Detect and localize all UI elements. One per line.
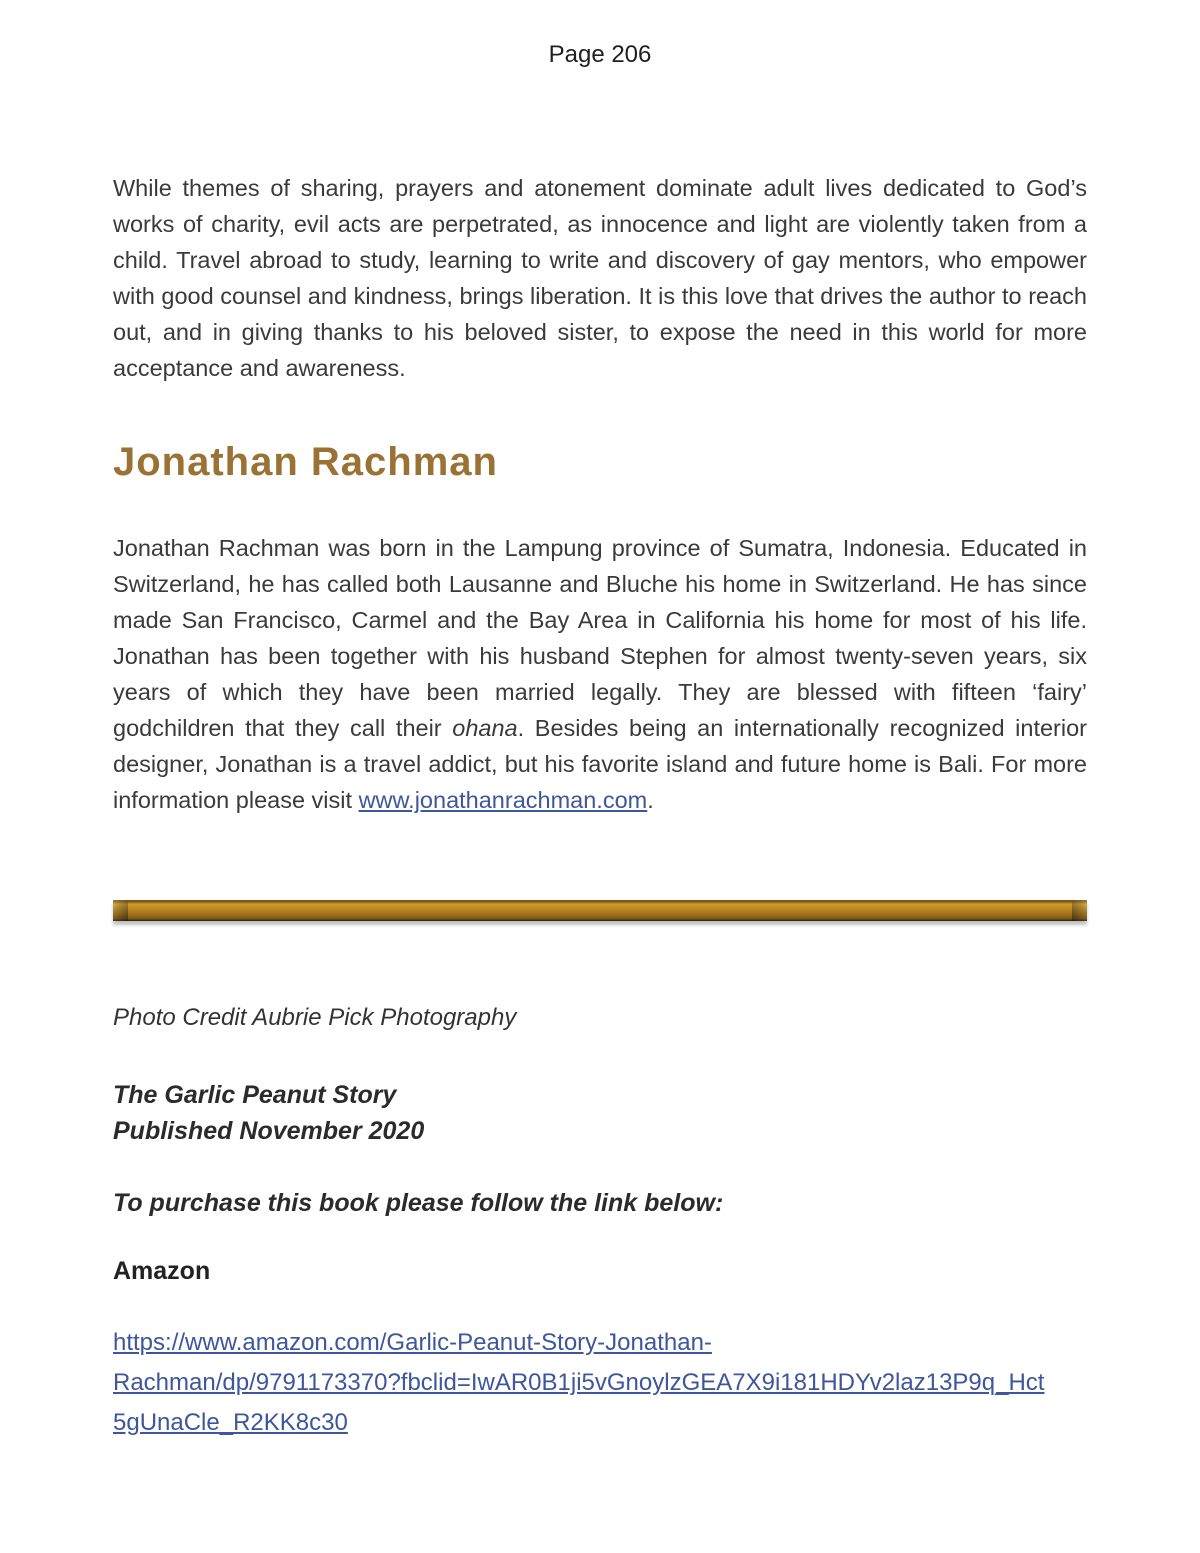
bio-text-1: Jonathan Rachman was born in the Lampung province of Sumatra, Indonesia. Educated in Switzerland, he has called both Lausanne and Bluche his home in Switzerland. He has since made San Francisco, Carmel and the Bay Area in California his home for most of his life. Jonathan has been together with his husband Stephen for almost twenty-seven years, six years of which they have been married legally. They are blessed with fifteen ‘fairy’ godchildren that they call their bbox=[113, 535, 1087, 741]
bio-text-3: . bbox=[647, 787, 654, 813]
book-title-block bbox=[113, 1077, 1087, 1149]
amazon-url-line-1[interactable]: https://www.amazon.com/Garlic-Peanut-Story-Jonathan- bbox=[113, 1329, 712, 1356]
photo-credit: Photo Credit Aubrie Pick Photography bbox=[113, 1004, 517, 1031]
page-content bbox=[113, 0, 1087, 1443]
author-heading: Jonathan Rachman bbox=[113, 440, 498, 484]
amazon-purchase-link[interactable] bbox=[113, 1323, 1087, 1443]
book-published-date: Published November 2020 bbox=[113, 1117, 425, 1145]
bio-ohana-italic: ohana bbox=[452, 715, 518, 741]
author-website-link[interactable]: www.jonathanrachman.com bbox=[358, 787, 648, 813]
page-number: Page 206 bbox=[548, 41, 652, 68]
bio-text-2: . Besides being an internationally recognized interior designer, Jonathan is a travel addict, but his favorite island and future home is Bali. For more information please visit bbox=[113, 715, 1087, 813]
amazon-url-line-2[interactable]: Rachman/dp/9791173370?fbclid=IwAR0B1ji5vGnoylzGEA7X9i181HDYv2laz13P9q_Hct bbox=[113, 1369, 1045, 1396]
purchase-prompt: To purchase this book please follow the link below: bbox=[113, 1189, 724, 1217]
gold-divider-bar bbox=[113, 900, 1087, 921]
intro-paragraph: While themes of sharing, prayers and atonement dominate adult lives dedicated to God’s works of charity, evil acts are perpetrated, as innocence and light are violently taken from a child. Travel abroad to study, learning to write and discovery of gay mentors, who empower with good counsel and kindness, brings liberation. It is this love that drives the author to reach out, and in giving thanks to his beloved sister, to expose the need in this world for more acceptance and awareness. bbox=[113, 175, 1087, 381]
store-name: Amazon bbox=[113, 1257, 211, 1285]
author-bio-paragraph bbox=[113, 530, 1087, 818]
amazon-url-line-3[interactable]: 5gUnaCle_R2KK8c30 bbox=[113, 1409, 348, 1436]
book-title: The Garlic Peanut Story bbox=[113, 1081, 397, 1109]
